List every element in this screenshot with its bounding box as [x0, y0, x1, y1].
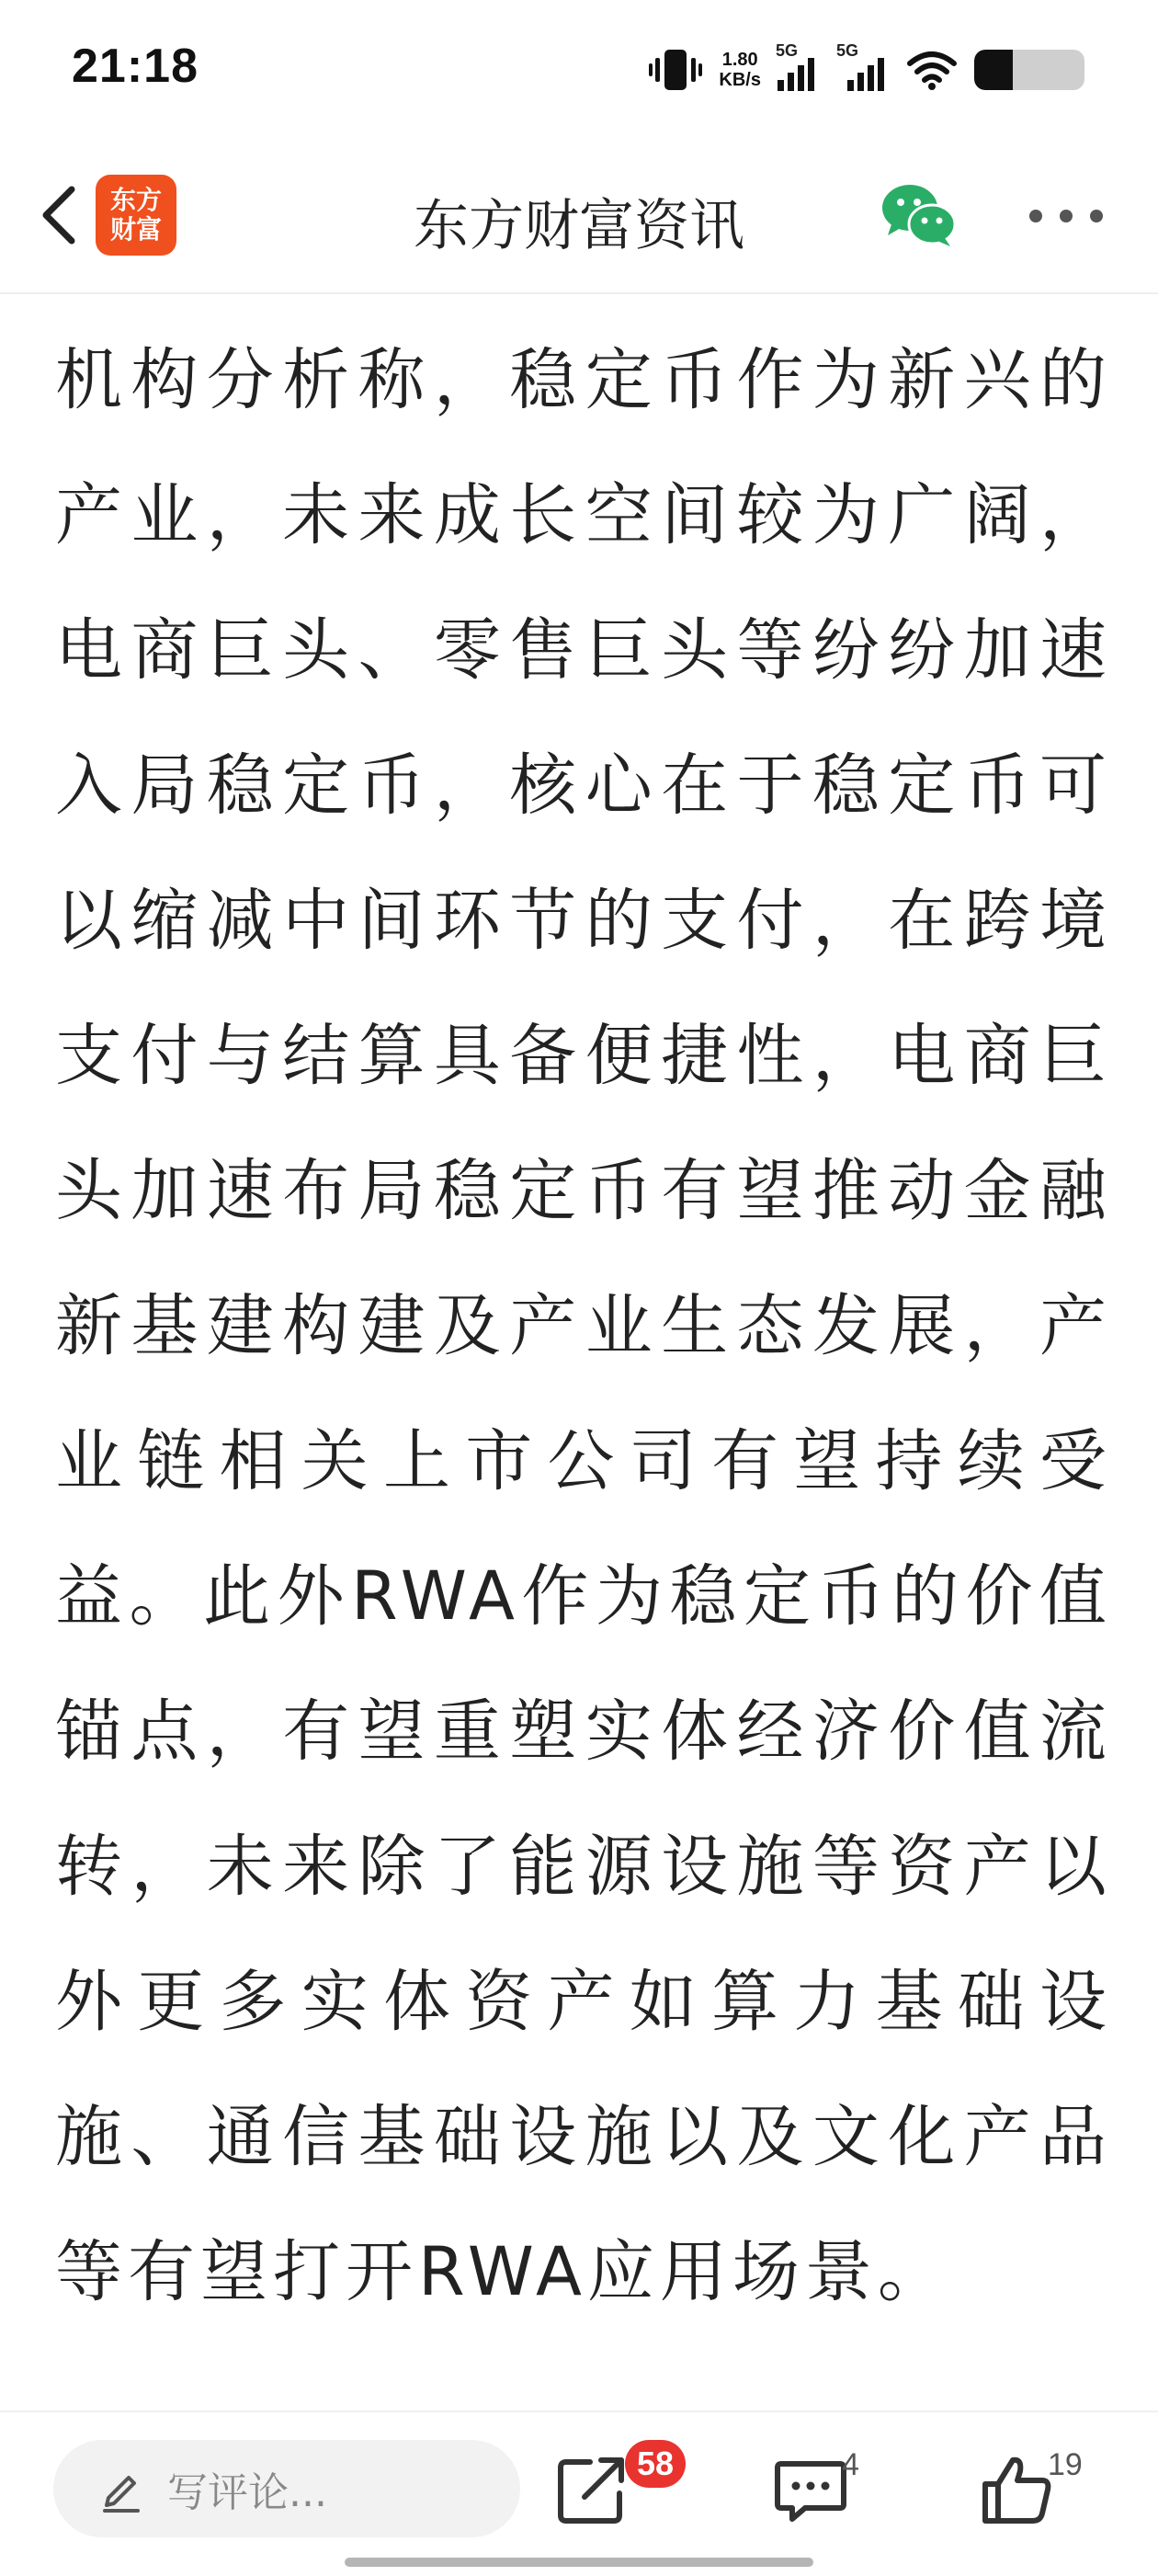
article-paragraph: 机构分析称，稳定币作为新兴的产业，未来成长空间较为广阔，电商巨头、零售巨头等纷纷加速入局稳定币，核心在于稳定币可以缩减中间环节的支付，在跨境支付与结算具备便捷性，电商巨头加速布局稳定币有望推动金融新基建构建及产业生态发展，产业链相关上市公司有望持续受益。此外RWA作为稳定币的价值锚点，有望重塑实体经济价值流转，未来除了能源设施等资产以外更多实体资产如算力基础设施、通信基础设施以及文化产品等有望打开RWA应用场景。: [55, 341, 1112, 2311]
comment-icon[interactable]: [772, 2451, 849, 2528]
wechat-share-icon[interactable]: [879, 180, 958, 250]
network-speed-value: 1.80: [721, 50, 758, 70]
app-header: [0, 138, 1158, 294]
signal-label-1: 5G: [776, 41, 799, 60]
vibrate-icon: [649, 47, 702, 93]
share-badge: 58: [625, 2440, 686, 2488]
pen-icon: [96, 2463, 147, 2514]
logo-line2: 财富: [109, 214, 162, 245]
battery-icon: [974, 50, 1084, 90]
status-bar: [0, 0, 1158, 138]
signal-icon-2: [836, 41, 890, 91]
signal-icon-1: [776, 41, 822, 91]
page-title: 东方财富资讯: [414, 194, 744, 258]
comment-placeholder: 写评论...: [167, 2469, 327, 2516]
comment-count: 4: [842, 2447, 859, 2482]
bottom-action-bar: [0, 2411, 1158, 2576]
logo-line1: 东方: [109, 185, 162, 215]
like-icon[interactable]: [978, 2451, 1055, 2528]
article-body: [55, 292, 1112, 2407]
home-indicator[interactable]: [345, 2558, 813, 2567]
like-count: 19: [1048, 2447, 1083, 2482]
share-icon[interactable]: [553, 2451, 630, 2528]
network-speed: [719, 50, 761, 90]
more-options-icon[interactable]: [1029, 193, 1103, 239]
comment-input[interactable]: [53, 2440, 520, 2537]
status-time: 21:18: [72, 40, 199, 93]
network-speed-unit: KB/s: [719, 70, 761, 90]
wifi-icon: [906, 49, 958, 91]
battery-fill: [974, 50, 1013, 90]
status-icons: [649, 42, 1084, 97]
signal-label-2: 5G: [836, 41, 859, 60]
